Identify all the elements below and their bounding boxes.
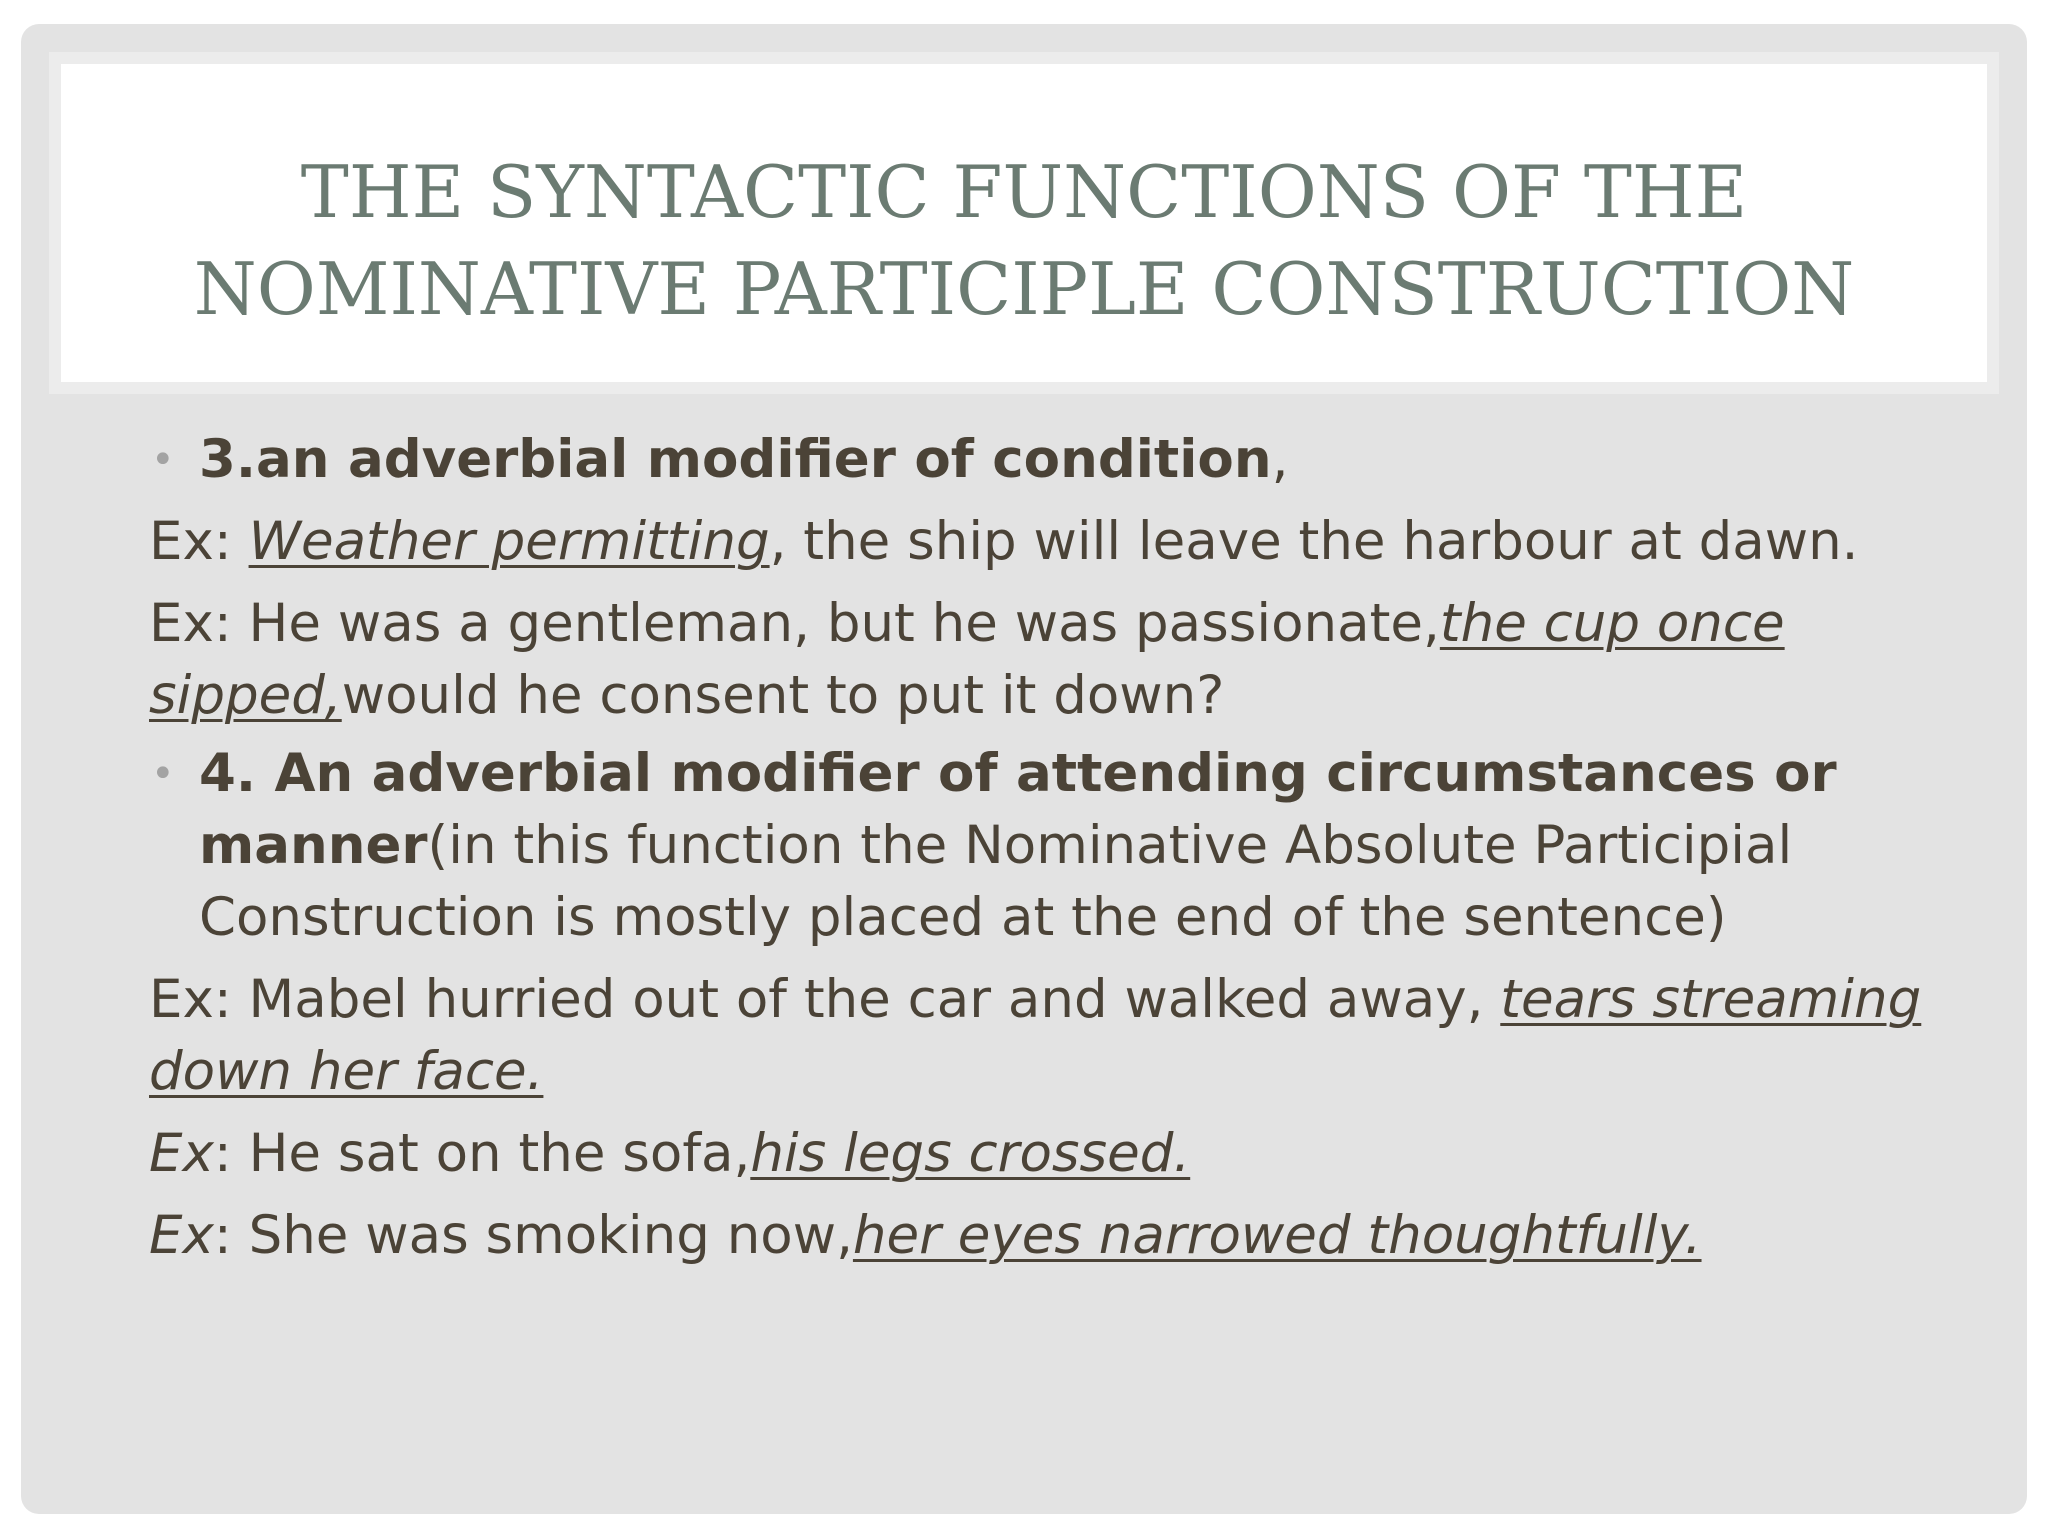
bullet-item-3	[149, 424, 1949, 496]
example-underlined: his legs crossed.	[750, 1123, 1191, 1184]
item4-example-2	[149, 1118, 1949, 1190]
item3-example-2	[149, 588, 1949, 732]
item4-example-3	[149, 1200, 1949, 1272]
example-rest: would he consent to put it down?	[341, 665, 1225, 726]
example-underlined: tears streaming down her face.	[149, 969, 1922, 1102]
slide-body	[149, 424, 1949, 1272]
item3-comma: ,	[1271, 429, 1289, 490]
example-prefix: Ex: He was a gentleman, but he was passionate,	[149, 593, 1440, 654]
title-line-1: THE SYNTACTIC FUNCTIONS OF THE	[300, 150, 1748, 234]
example-underlined: Weather permitting	[248, 511, 770, 572]
example-ex-label: Ex	[149, 1123, 214, 1184]
item3-heading: 3.an adverbial modifier of condition	[199, 429, 1272, 490]
item3-example-1	[149, 506, 1949, 578]
title-line-2: NOMINATIVE PARTICIPLE CONSTRUCTION	[193, 247, 1855, 331]
slide	[21, 24, 2027, 1514]
example-prefix: Ex: Mabel hurried out of the car and walked away,	[149, 969, 1501, 1030]
example-rest: , the ship will leave the harbour at dawn.	[769, 511, 1859, 572]
item4-note: (in this function the Nominative Absolute Participial Construction is mostly placed at the end of the sentence)	[199, 815, 1793, 948]
bullet-item-4	[149, 738, 1949, 954]
slide-title	[61, 64, 1987, 338]
bullet-dot-icon: •	[151, 751, 175, 797]
example-prefix: : She was smoking now,	[213, 1205, 853, 1266]
example-underlined: her eyes narrowed thoughtfully.	[852, 1205, 1702, 1266]
example-underlined: the cup once sipped,	[149, 593, 1785, 726]
example-prefix: : He sat on the sofa,	[213, 1123, 751, 1184]
item4-example-1	[149, 964, 1949, 1108]
bullet-dot-icon: •	[151, 437, 175, 483]
example-prefix: Ex:	[149, 511, 249, 572]
example-ex-label: Ex	[149, 1205, 214, 1266]
item4-heading: 4. An adverbial modifier of attending circumstances or manner	[199, 743, 1837, 876]
title-box	[61, 64, 1987, 382]
